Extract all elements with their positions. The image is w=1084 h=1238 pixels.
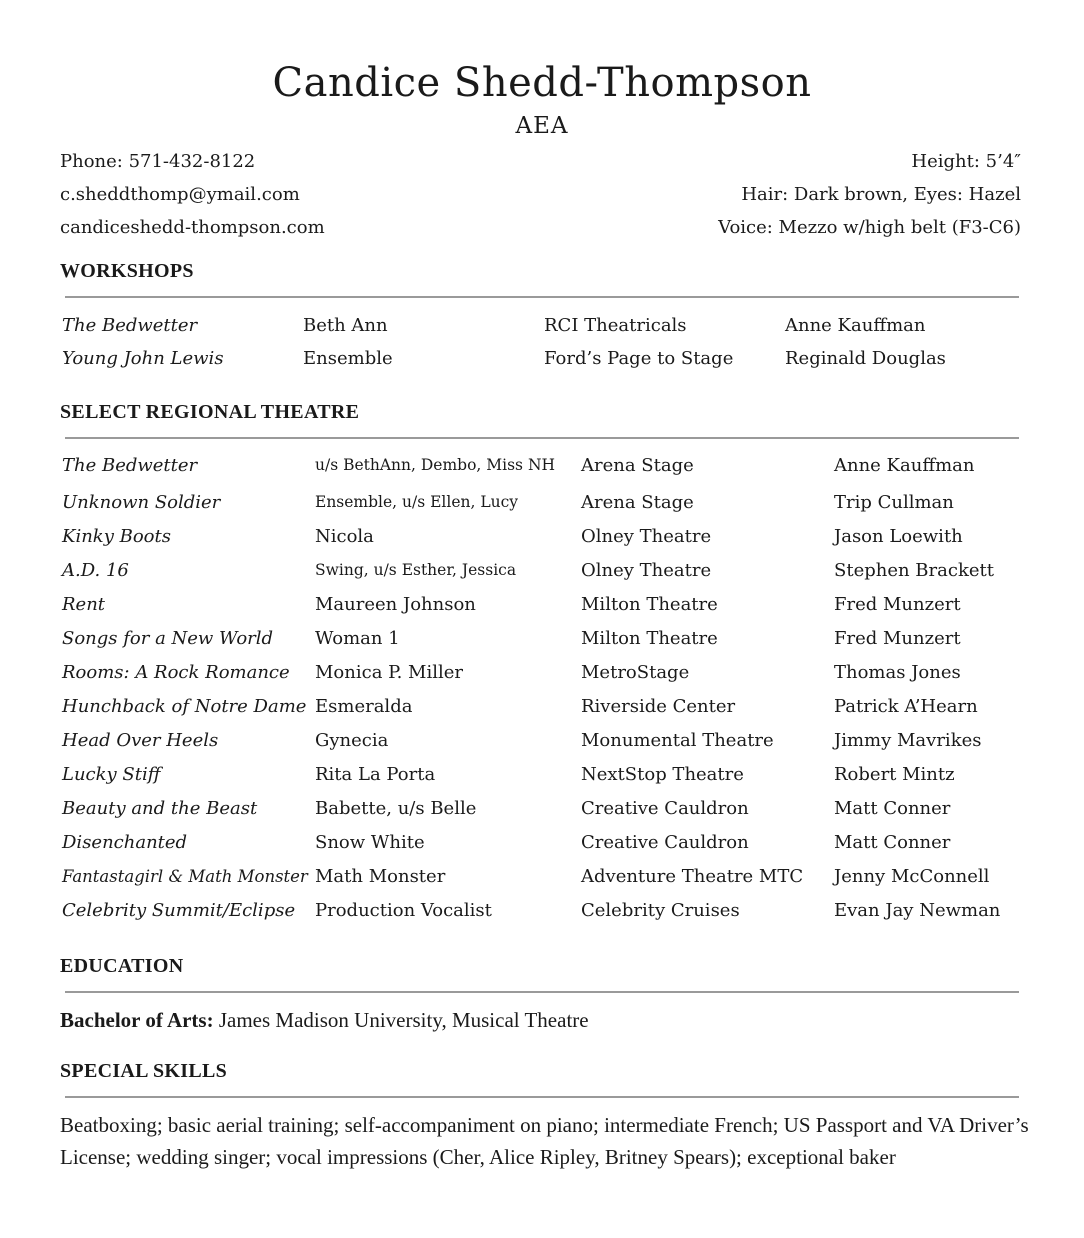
- workshops-heading: WORKSHOPS: [60, 260, 194, 282]
- show-title: Rent: [62, 594, 106, 615]
- performer-name: Candice Shedd-Thompson: [272, 60, 812, 106]
- role: Beth Ann: [303, 315, 388, 336]
- theatre: Monumental Theatre: [581, 730, 774, 751]
- role: Rita La Porta: [315, 764, 436, 785]
- skills-text: Beatboxing; basic aerial training; self-accompaniment on piano; intermediate French; US Passport and VA Driver’s License; wedding singer; vocal impressions (Cher, Alice Ripley, Britney Spears); exceptional baker: [60, 1113, 1029, 1169]
- director: Jimmy Mavrikes: [834, 730, 982, 751]
- role: Production Vocalist: [315, 900, 492, 921]
- director: Reginald Douglas: [785, 348, 946, 369]
- director: Stephen Brackett: [834, 560, 994, 581]
- role: Swing, u/s Esther, Jessica: [315, 561, 517, 579]
- role: Maureen Johnson: [315, 594, 476, 615]
- theatre: Arena Stage: [581, 455, 694, 476]
- show-title: Fantastagirl & Math Monster: [62, 867, 308, 886]
- theatre: RCI Theatricals: [544, 315, 687, 336]
- education-entry: [60, 1006, 589, 1034]
- show-title: The Bedwetter: [62, 315, 198, 336]
- director: Anne Kauffman: [834, 455, 975, 476]
- education-heading: EDUCATION: [60, 955, 184, 977]
- show-title: Beauty and the Beast: [62, 798, 258, 819]
- regional-heading: SELECT REGIONAL THEATRE: [60, 401, 360, 423]
- director: Patrick A’Hearn: [834, 696, 978, 717]
- theatre: Creative Cauldron: [581, 798, 749, 819]
- director: Evan Jay Newman: [834, 900, 1001, 921]
- role: Esmeralda: [315, 696, 413, 717]
- theatre: Olney Theatre: [581, 560, 712, 581]
- show-title: A.D. 16: [62, 560, 129, 581]
- show-title: The Bedwetter: [62, 455, 198, 476]
- director: Anne Kauffman: [785, 315, 926, 336]
- theatre: Olney Theatre: [581, 526, 712, 547]
- workshops-divider: [65, 296, 1019, 298]
- role: Gynecia: [315, 730, 389, 751]
- role: Nicola: [315, 526, 374, 547]
- theatre: Celebrity Cruises: [581, 900, 740, 921]
- director: Fred Munzert: [834, 594, 961, 615]
- show-title: Celebrity Summit/Eclipse: [62, 900, 296, 921]
- height-stat: Height: 5’4″: [911, 151, 1021, 172]
- union-affiliation: AEA: [515, 113, 569, 139]
- voice-stat: Voice: Mezzo w/high belt (F3-C6): [718, 217, 1021, 238]
- show-title: Unknown Soldier: [62, 492, 221, 513]
- role: Ensemble, u/s Ellen, Lucy: [315, 493, 519, 511]
- physical-stats: [718, 145, 1021, 244]
- skills-divider: [65, 1096, 1019, 1098]
- director: Trip Cullman: [834, 492, 954, 513]
- email-address: c.sheddthomp@ymail.com: [60, 184, 300, 205]
- director: Jason Loewith: [834, 526, 963, 547]
- director: Jenny McConnell: [834, 866, 990, 887]
- theatre: Adventure Theatre MTC: [581, 866, 804, 887]
- show-title: Rooms: A Rock Romance: [62, 662, 290, 683]
- show-title: Young John Lewis: [62, 348, 224, 369]
- role: Monica P. Miller: [315, 662, 464, 683]
- skills-heading: SPECIAL SKILLS: [60, 1060, 228, 1082]
- contact-info: [60, 145, 325, 244]
- theatre: Ford’s Page to Stage: [544, 348, 734, 369]
- education-divider: [65, 991, 1019, 993]
- degree-label: Bachelor of Arts:: [60, 1008, 214, 1032]
- role: Babette, u/s Belle: [315, 798, 477, 819]
- degree-detail: James Madison University, Musical Theatre: [218, 1008, 589, 1032]
- theatre: Milton Theatre: [581, 628, 718, 649]
- director: Matt Conner: [834, 832, 951, 853]
- director: Fred Munzert: [834, 628, 961, 649]
- director: Thomas Jones: [834, 662, 961, 683]
- show-title: Head Over Heels: [62, 730, 219, 751]
- theatre: Milton Theatre: [581, 594, 718, 615]
- hair-eyes-stat: Hair: Dark brown, Eyes: Hazel: [741, 184, 1021, 205]
- theatre: Creative Cauldron: [581, 832, 749, 853]
- website-link: candiceshedd-thompson.com: [60, 217, 325, 238]
- show-title: Disenchanted: [62, 832, 188, 853]
- show-title: Songs for a New World: [62, 628, 274, 649]
- role: Woman 1: [315, 628, 400, 649]
- role: Snow White: [315, 832, 425, 853]
- role: Ensemble: [303, 348, 393, 369]
- director: Matt Conner: [834, 798, 951, 819]
- role: u/s BethAnn, Dembo, Miss NH: [315, 456, 556, 474]
- regional-divider: [65, 437, 1019, 439]
- theatre: Arena Stage: [581, 492, 694, 513]
- role: Math Monster: [315, 866, 446, 887]
- show-title: Kinky Boots: [62, 526, 171, 547]
- phone-number: Phone: 571-432-8122: [60, 151, 256, 172]
- theatre: NextStop Theatre: [581, 764, 744, 785]
- show-title: Lucky Stiff: [62, 764, 161, 785]
- theatre: MetroStage: [581, 662, 690, 683]
- theatre: Riverside Center: [581, 696, 736, 717]
- director: Robert Mintz: [834, 764, 955, 785]
- show-title: Hunchback of Notre Dame: [62, 696, 307, 717]
